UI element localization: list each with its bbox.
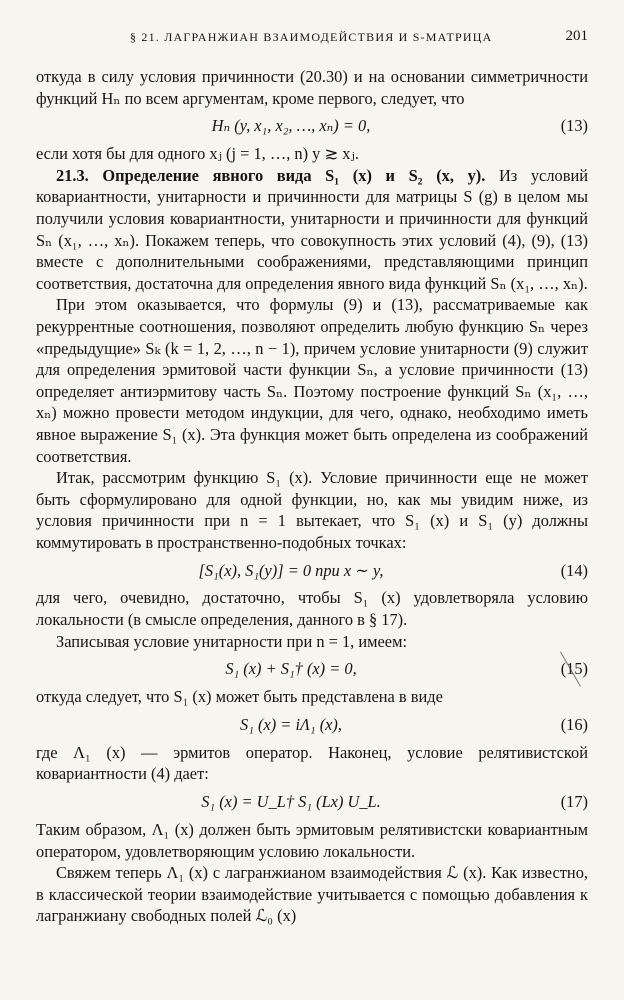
equation-16-formula: S₁ (x) = iΛ₁ (x), bbox=[240, 715, 342, 735]
paragraph-5: Итак, рассмотрим функцию S₁ (x). Условие причинности еще не может быть сформулировано для одной функции, но, как мы увидим ниже, из условия причинности при n = 1 вытекает, что S₁ (x) и S₁ (y) должны коммутировать в пространственно-подобных точках: bbox=[36, 468, 588, 552]
equation-15-number: (15) bbox=[560, 659, 588, 679]
equation-17-formula: S₁ (x) = U_L† S₁ (Lx) U_L. bbox=[201, 792, 381, 812]
paragraph-1: откуда в силу условия причинности (20.30) и на основании симметричности функций Hₙ по всем аргументам, кроме первого, следует, что bbox=[36, 67, 588, 108]
paragraph-4: При этом оказывается, что формулы (9) и (13), рассматриваемые как рекуррентные соотношения, позволяют определить любую функцию Sₙ через «предыдущие» Sₖ (k = 1, 2, …, n − 1), причем условие унитарности (9) служит для определения эрмитовой части функции Sₙ, а условие причинности (13) определяет антиэрмитову часть Sₙ. Поэтому построение функций Sₙ (x₁, …, xₙ) можно провести методом индукции, для чего, однако, необходимо иметь явное выражение S₁ (x). Эта функция может быть определена из соображений соответствия. bbox=[36, 295, 588, 466]
equation-13-formula: Hₙ (y, x₁, x₂, …, xₙ) = 0, bbox=[211, 116, 371, 136]
equation-14-number: (14) bbox=[560, 560, 588, 580]
paragraph-7: Записывая условие унитарности при n = 1, имеем: bbox=[56, 631, 407, 651]
equation-14-formula: [S₁(x), S₁(y)] = 0 при x ∼ y, bbox=[198, 560, 384, 580]
section-title: 21.3. Определение явного вида S₁ (x) и S₂ (x, y). bbox=[56, 165, 486, 185]
paragraph-2: если хотя бы для одного xⱼ (j = 1, …, n) y ≳ xⱼ. bbox=[36, 144, 359, 164]
equation-16-number: (16) bbox=[560, 715, 588, 735]
paragraph-6: для чего, очевидно, достаточно, чтобы S₁ (x) удовлетворяла условию локальности (в смысле определения, данного в § 17). bbox=[36, 588, 588, 630]
equation-13 bbox=[36, 109, 588, 143]
equation-17-number: (17) bbox=[560, 792, 588, 812]
paragraph-9: где Λ₁ (x) — эрмитов оператор. Наконец, условие релятивистской ковариантности (4) дает: bbox=[36, 742, 588, 784]
paragraph-8: откуда следует, что S₁ (x) может быть представлена в виде bbox=[36, 687, 443, 707]
page-number: 201 bbox=[565, 28, 588, 44]
section-paragraph bbox=[36, 165, 588, 295]
equation-17 bbox=[36, 785, 588, 819]
equation-13-number: (13) bbox=[560, 116, 588, 136]
equation-15-formula: S₁ (x) + S₁† (x) = 0, bbox=[225, 659, 357, 679]
paragraph-3: Из условий ковариантности, унитарности и причинности для матрицы S (g) в целом мы получили условия ковариантности, унитарности и причинности для функций Sₙ (x₁, …, xₙ). Покажем теперь, что совокупность этих условий (4), (9), (13) вместе с дополнительными соображениями, представляющими принцип соответствия, достаточна для определения явного вида функций Sₙ (x₁, …, xₙ). bbox=[36, 165, 588, 293]
equation-15 bbox=[36, 652, 588, 686]
equation-14 bbox=[36, 553, 588, 587]
equation-16 bbox=[36, 708, 588, 742]
paragraph-10: Таким образом, Λ₁ (x) должен быть эрмитовым релятивистски ковариантным оператором, удовлетворяющим условию локальности. bbox=[36, 820, 588, 861]
paragraph-11: Свяжем теперь Λ₁ (x) с лагранжианом взаимодействия ℒ (x). Как известно, в классической теории взаимодействие учитывается с помощью добавления к лагранжиану свободных полей ℒ₀ (x) bbox=[36, 863, 588, 926]
running-head: § 21. ЛАГРАНЖИАН ВЗАИМОДЕЙСТВИЯ И S-МАТРИЦА bbox=[130, 30, 493, 44]
page-body bbox=[36, 66, 588, 927]
page-header bbox=[60, 28, 588, 50]
